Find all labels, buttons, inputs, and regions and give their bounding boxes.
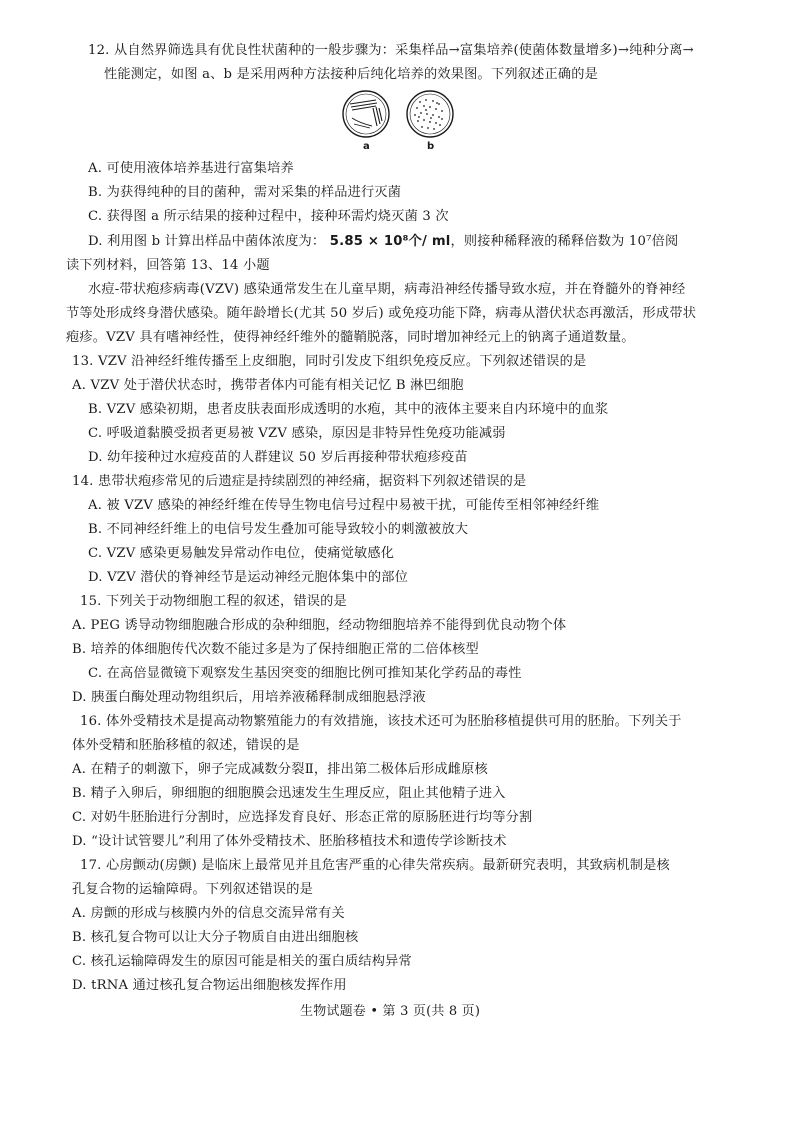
q17-option-b: B. 核孔复合物可以让大分子物质自由进出细胞核: [72, 930, 359, 945]
q13-option-d: D. 幼年接种过水痘疫苗的人群建议 50 岁后再接种带状疱疹疫苗: [88, 450, 468, 465]
q13-option-c: C. 呼吸道黏膜受损者更易被 VZV 感染，原因是非特异性免疫功能减弱: [88, 426, 506, 441]
material-intro-line: 读下列材料，回答第 13、14 小题: [66, 258, 270, 273]
material-paragraph-line-3: 疱疹。VZV 具有嗜神经性，使得神经纤维外的髓鞘脱落，同时增加神经元上的钠离子通道数量。: [66, 330, 635, 345]
q12-option-d: [88, 233, 678, 251]
q15-option-d: D. 胰蛋白酶处理动物组织后，用培养液稀释制成细胞悬浮液: [72, 690, 426, 705]
q17-stem-line-2: 孔复合物的运输障碍。下列叙述错误的是: [72, 882, 313, 897]
q16-option-b: B. 精子入卵后，卵细胞的细胞膜会迅速发生生理反应，阻止其他精子进入: [72, 786, 506, 801]
q12-figure-culture-plates: [340, 88, 465, 154]
q17-option-c: C. 核孔运输障碍发生的原因可能是相关的蛋白质结构异常: [72, 954, 412, 969]
q12-option-d-pre: D. 利用图 b 计算出样品中菌体浓度为：: [88, 234, 326, 249]
plate-b-label: b: [427, 141, 435, 152]
q15-stem: 15. 下列关于动物细胞工程的叙述，错误的是: [80, 594, 347, 609]
plate-a-streak: [343, 91, 389, 137]
q17-stem-line-1: 17. 心房颤动(房颤) 是临床上最常见并且危害严重的心律失常疾病。最新研究表明，其致病机制是核: [80, 858, 670, 873]
q17-option-d: D. tRNA 通过核孔复合物运出细胞核发挥作用: [72, 978, 347, 993]
q14-option-b: B. 不同神经纤维上的电信号发生叠加可能导致较小的刺激被放大: [88, 522, 469, 537]
material-paragraph-line-2: 节等处形成终身潜伏感染。随年龄增长(尤其 50 岁后) 或免疫功能下降，病毒从潜伏状态再激活，形成带状: [66, 306, 697, 321]
q16-option-a: A. 在精子的刺激下，卵子完成减数分裂Ⅱ，排出第二极体后形成雌原核: [72, 762, 488, 777]
q15-option-b: B. 培养的体细胞传代次数不能过多是为了保持细胞正常的二倍体核型: [72, 642, 479, 657]
q17-option-a: A. 房颤的形成与核膜内外的信息交流异常有关: [72, 906, 345, 921]
q12-stem-line-1: 12. 从自然界筛选具有优良性状菌种的一般步骤为：采集样品→富集培养(使菌体数量增多)→纯种分离→: [88, 43, 694, 58]
plate-b-spread: [407, 91, 453, 137]
q12-stem-line-2: 性能测定，如图 a、b 是采用两种方法接种后纯化培养的效果图。下列叙述正确的是: [104, 67, 599, 82]
q15-option-a: A. PEG 诱导动物细胞融合形成的杂种细胞，经动物细胞培养不能得到优良动物个体: [72, 618, 567, 633]
q14-option-c: C. VZV 感染更易触发异常动作电位，使痛觉敏感化: [88, 546, 395, 561]
q12-option-b: B. 为获得纯种的目的菌种，需对采集的样品进行灭菌: [88, 185, 402, 200]
q12-option-d-post: ，则接种稀释液的稀释倍数为 10⁷倍阅: [450, 234, 679, 249]
q15-option-c: C. 在高倍显微镜下观察发生基因突变的细胞比例可推知某化学药品的毒性: [88, 666, 522, 681]
q12-option-a: A. 可使用液体培养基进行富集培养: [88, 161, 294, 176]
q12-option-d-number: 5.85 × 10⁸个/ ml: [329, 234, 451, 249]
q14-option-a: A. 被 VZV 感染的神经纤维在传导生物电信号过程中易被干扰，可能传至相邻神经纤维: [88, 498, 600, 513]
q12-option-c: C. 获得图 a 所示结果的接种过程中，接种环需灼烧灭菌 3 次: [88, 209, 449, 224]
q14-option-d: D. VZV 潜伏的脊神经节是运动神经元胞体集中的部位: [88, 570, 409, 585]
q14-stem: 14. 患带状疱疹常见的后遗症是持续剧烈的神经痛，据资料下列叙述错误的是: [72, 474, 527, 489]
page-footer: 生物试题卷 • 第 3 页(共 8 页): [300, 1004, 481, 1019]
q13-stem: 13. VZV 沿神经纤维传播至上皮细胞，同时引发皮下组织免疫反应。下列叙述错误的是: [72, 354, 587, 369]
q16-stem-line-1: 16. 体外受精技术是提高动物繁殖能力的有效措施，该技术还可为胚胎移植提供可用的胚胎。下列关于: [80, 714, 682, 729]
q13-option-b: B. VZV 感染初期，患者皮肤表面形成透明的水疱，其中的液体主要来自内环境中的血浆: [88, 402, 609, 417]
q16-option-c: C. 对奶牛胚胎进行分割时，应选择发育良好、形态正常的原肠胚进行均等分割: [72, 810, 533, 825]
q16-option-d: D. “设计试管婴儿”利用了体外受精技术、胚胎移植技术和遗传学诊断技术: [72, 834, 507, 849]
plate-a-label: a: [363, 141, 370, 152]
q16-stem-line-2: 体外受精和胚胎移植的叙述，错误的是: [72, 738, 300, 753]
material-paragraph-line-1: 水痘-带状疱疹病毒(VZV) 感染通常发生在儿童早期，病毒沿神经传播导致水痘，并在脊髓外的脊神经: [88, 282, 686, 297]
q13-option-a: A. VZV 处于潜伏状态时，携带者体内可能有相关记忆 B 淋巴细胞: [72, 378, 464, 393]
